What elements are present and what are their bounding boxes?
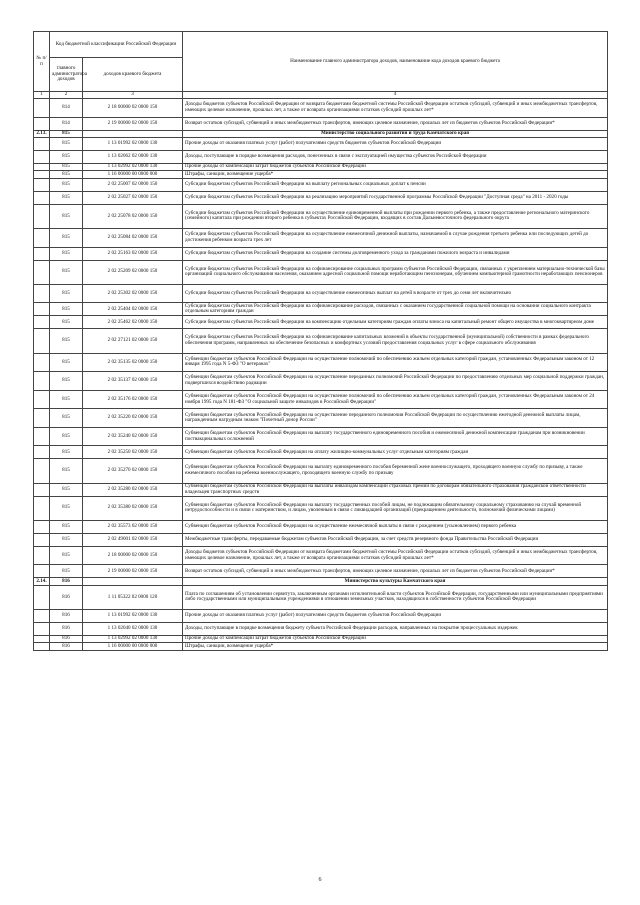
- row-number-cell: [34, 329, 50, 353]
- name-cell: Прочие доходы от оказания платных услуг (работ) получателями средств бюджетов субъектов Российской Федерации: [183, 610, 608, 623]
- admin-code-cell: 815: [50, 150, 83, 163]
- admin-code-cell: 815: [50, 565, 83, 578]
- admin-code-cell: 815: [50, 496, 83, 520]
- row-number-cell: 2.13.: [34, 130, 50, 137]
- row-number-cell: [34, 178, 50, 191]
- admin-code-cell: 815: [50, 329, 83, 353]
- admin-code-cell: 815: [50, 520, 83, 533]
- table-row: [34, 137, 608, 150]
- header-admin: главного администратора доходов: [50, 58, 83, 92]
- admin-code-cell: 815: [50, 130, 83, 137]
- row-number-cell: [34, 228, 50, 247]
- name-cell: Министерство социального развития и труда Камчатского края: [183, 130, 608, 137]
- name-cell: Субвенции бюджетам субъектов Российской Федерации на осуществление полномочий по обеспечению жильем отдельных категорий граждан, установленных Федеральным законом от 24 ноября 1995 года N 181-ФЗ "О социальной защите инвалидов в Российской Федерации": [183, 390, 608, 409]
- income-code-cell: 1 13 02992 02 0000 130: [83, 636, 183, 643]
- table-row: [34, 643, 608, 650]
- table-row: [34, 390, 608, 409]
- name-cell: Штрафы, санкции, возмещение ущерба*: [183, 643, 608, 650]
- row-number-cell: [34, 585, 50, 609]
- income-code-cell: 2 02 25302 02 0000 150: [83, 284, 183, 303]
- row-number-cell: [34, 372, 50, 391]
- income-code-cell: 1 13 01992 02 0000 130: [83, 137, 183, 150]
- name-cell: Возврат остатков субсидий, субвенций и иных межбюджетных трансфертов, имеющих целевое назначение, прошлых лет из бюджетов субъектов Российской Федерации*: [183, 117, 608, 130]
- admin-code-cell: 815: [50, 483, 83, 496]
- admin-code-cell: 816: [50, 643, 83, 650]
- table-row: [34, 303, 608, 316]
- income-code-cell: 2 19 00000 02 0000 150: [83, 117, 183, 130]
- row-number-cell: [34, 636, 50, 643]
- table-row: [34, 427, 608, 446]
- income-code-cell: 2 02 35240 02 0000 150: [83, 427, 183, 446]
- row-number-cell: [34, 520, 50, 533]
- row-number-cell: [34, 353, 50, 372]
- header-name: Наименование главного администратора доходов, наименование кода доходов краевого бюджета: [183, 32, 608, 92]
- row-number-cell: [34, 316, 50, 329]
- name-cell: Субсидии бюджетам субъектов Российской Федерации на осуществление ежемесячной денежной выплаты, назначаемой в случае рождения третьего ребенка или последующих детей до достижения ребенком возраста трех лет: [183, 228, 608, 247]
- admin-code-cell: 815: [50, 533, 83, 546]
- name-cell: Субвенции бюджетам субъектов Российской Федерации на выплаты инвалидам компенсаций страховых премий по договорам обязательного страхования гражданской ответственности владельцев транспортных средств: [183, 483, 608, 496]
- income-code-cell: 2 02 35176 02 0000 150: [83, 390, 183, 409]
- table-row: [34, 171, 608, 178]
- name-cell: Доходы, поступающие в порядке возмещения бюджету субъекта Российской Федерации расходов, направленных на покрытие процессуальных издержек: [183, 623, 608, 636]
- income-code-cell: 2 02 35220 02 0000 150: [83, 409, 183, 428]
- admin-code-cell: 816: [50, 623, 83, 636]
- row-number-cell: [34, 163, 50, 170]
- table-row: [34, 409, 608, 428]
- income-code-cell: 2 18 00000 02 0000 150: [83, 99, 183, 118]
- income-code-cell: 2 02 25084 02 0000 150: [83, 228, 183, 247]
- income-code-cell: 2 02 25163 02 0000 150: [83, 247, 183, 260]
- name-cell: Субвенции бюджетам субъектов Российской Федерации на осуществление переданных полномочий Российской Федерации по предоставлению отдельных мер социальной поддержки граждан, подвергшихся воздействию радиации: [183, 372, 608, 391]
- admin-code-cell: 816: [50, 585, 83, 609]
- header-budget-classification: Код бюджетной классификации Российской Федерации: [50, 32, 183, 58]
- name-cell: Доходы бюджетов субъектов Российской Федерации от возврата бюджетами бюджетной системы Российской Федерации остатков субсидий, субвенций и иных межбюджетных трансфертов, имеющих целевое назначение, прошлых лет, а также от возврата организациями остатков субсидий прошлых лет*: [183, 546, 608, 565]
- table-row: [34, 446, 608, 459]
- admin-code-cell: 815: [50, 178, 83, 191]
- table-row: [34, 178, 608, 191]
- section-row: [34, 578, 608, 585]
- income-code-cell: 1 16 00000 00 0000 000: [83, 171, 183, 178]
- name-cell: Плата по соглашениям об установлении сервитута, заключенным органами исполнительной власти субъектов Российской Федерации, государственными или муниципальными предприятиями либо государственными или муниципальными учреждениями в отношении земельных участков, находящихся в собственности субъектов Российской Федерации: [183, 585, 608, 609]
- name-cell: Субсидии бюджетам субъектов Российской Федерации на компенсацию отдельным категориям граждан оплаты взноса на капитальный ремонт общего имущества в многоквартирном доме: [183, 316, 608, 329]
- table-row: [34, 623, 608, 636]
- table-row: [34, 284, 608, 303]
- table-row: [34, 610, 608, 623]
- income-code-cell: 1 13 02992 02 0000 130: [83, 163, 183, 170]
- table-header-row-1: [34, 32, 608, 58]
- name-cell: Субсидии бюджетам субъектов Российской Федерации на софинансирование капитальных вложений в объекты государственной (муниципальной) собственности в рамках федерального обеспечения программ, направленных на обеспечение безопасных и комфортных условий предоставления социальных услуг в сфере социального обслуживания: [183, 329, 608, 353]
- name-cell: Прочие доходы от компенсации затрат бюджетов субъектов Российской Федерации: [183, 636, 608, 643]
- table-row: [34, 546, 608, 565]
- table-row: [34, 533, 608, 546]
- admin-code-cell: 815: [50, 372, 83, 391]
- admin-code-cell: 815: [50, 303, 83, 316]
- admin-code-cell: 815: [50, 459, 83, 483]
- admin-code-cell: 816: [50, 610, 83, 623]
- name-cell: Доходы, поступающие в порядке возмещения расходов, понесенных в связи с эксплуатацией имущества субъектов Российской Федерации: [183, 150, 608, 163]
- admin-code-cell: 815: [50, 427, 83, 446]
- column-number: 2: [50, 92, 83, 99]
- admin-code-cell: 815: [50, 228, 83, 247]
- admin-code-cell: 814: [50, 117, 83, 130]
- row-number-cell: [34, 483, 50, 496]
- row-number-cell: [34, 99, 50, 118]
- name-cell: Прочие доходы от оказания платных услуг (работ) получателями средств бюджетов субъектов Российской Федерации: [183, 137, 608, 150]
- admin-code-cell: 815: [50, 316, 83, 329]
- income-code-cell: 1 11 05322 02 0000 120: [83, 585, 183, 609]
- row-number-cell: [34, 623, 50, 636]
- admin-code-cell: 815: [50, 191, 83, 204]
- column-number: 1: [34, 92, 50, 99]
- column-number-row: [34, 92, 608, 99]
- name-cell: Возврат остатков субсидий, субвенций и иных межбюджетных трансфертов, имеющих целевое назначение, прошлых лет из бюджетов субъектов Российской Федерации*: [183, 565, 608, 578]
- table-row: [34, 117, 608, 130]
- income-code-cell: 2 02 35135 02 0000 150: [83, 353, 183, 372]
- admin-code-cell: 815: [50, 137, 83, 150]
- page-number: 6: [318, 877, 322, 883]
- admin-code-cell: 815: [50, 163, 83, 170]
- column-number: 3: [83, 92, 183, 99]
- table-row: [34, 329, 608, 353]
- name-cell: Субсидии бюджетам субъектов Российской Федерации на реализацию мероприятий государственной программы Российской Федерации "Доступная среда" на 2011 - 2020 годы: [183, 191, 608, 204]
- table-row: [34, 260, 608, 284]
- income-code-cell: 1 13 01992 02 0000 130: [83, 610, 183, 623]
- income-code-cell: 2 02 35573 02 0000 150: [83, 520, 183, 533]
- name-cell: Субсидии бюджетам субъектов Российской Федерации на осуществление ежемесячных выплат на детей в возрасте от трех до семи лет включительно: [183, 284, 608, 303]
- income-code-cell: 2 02 25462 02 0000 150: [83, 316, 183, 329]
- row-number-cell: [34, 284, 50, 303]
- document-page: [33, 31, 607, 651]
- income-code-cell: 2 02 25007 02 0000 150: [83, 178, 183, 191]
- row-number-cell: [34, 459, 50, 483]
- header-no: № п/п: [34, 32, 50, 92]
- name-cell: Субвенции бюджетам субъектов Российской Федерации на выплату государственного единовременного пособия и ежемесячной денежной компенсации гражданам при возникновении поствакцинальных осложнений: [183, 427, 608, 446]
- table-row: [34, 565, 608, 578]
- income-code-cell: 2 02 35280 02 0000 150: [83, 483, 183, 496]
- table-row: [34, 459, 608, 483]
- admin-code-cell: 815: [50, 546, 83, 565]
- income-code-cell: 2 02 25209 02 0000 150: [83, 260, 183, 284]
- table-row: [34, 353, 608, 372]
- income-code-cell: 1 13 02040 02 0000 130: [83, 623, 183, 636]
- row-number-cell: [34, 496, 50, 520]
- table-row: [34, 150, 608, 163]
- table-row: [34, 316, 608, 329]
- table-row: [34, 191, 608, 204]
- income-code-cell: 2 02 35137 02 0000 150: [83, 372, 183, 391]
- name-cell: Субсидии бюджетам субъектов Российской Федерации на осуществление единовременной выплаты при рождении первого ребенка, а также предоставление регионального материнского (семейного) капитала при рождении второго ребенка в субъектах Российской Федерации, входящих в состав Дальневосточного федерального округа: [183, 204, 608, 228]
- admin-code-cell: 815: [50, 171, 83, 178]
- income-code-cell: 1 16 00000 00 0000 000: [83, 643, 183, 650]
- name-cell: Субсидии бюджетам субъектов Российской Федерации на софинансирование расходов, связанных с оказанием государственной социальной помощи на основании социального контракта отдельным категориям граждан: [183, 303, 608, 316]
- income-code-cell: 2 02 25078 02 0000 150: [83, 204, 183, 228]
- row-number-cell: [34, 533, 50, 546]
- row-number-cell: [34, 247, 50, 260]
- row-number-cell: [34, 446, 50, 459]
- income-code-cell: 1 13 02062 02 0000 130: [83, 150, 183, 163]
- admin-code-cell: 815: [50, 390, 83, 409]
- name-cell: Субвенции бюджетам субъектов Российской Федерации на оплату жилищно-коммунальных услуг отдельным категориям граждан: [183, 446, 608, 459]
- row-number-cell: [34, 117, 50, 130]
- admin-code-cell: 815: [50, 247, 83, 260]
- income-code-cell: 2 02 49001 02 0000 150: [83, 533, 183, 546]
- income-code-cell: 2 02 35380 02 0000 150: [83, 496, 183, 520]
- row-number-cell: [34, 643, 50, 650]
- table-row: [34, 585, 608, 609]
- name-cell: Субвенции бюджетам субъектов Российской Федерации на выплату государственных пособий лицам, не подлежащим обязательному социальному страхованию на случай временной нетрудоспособности и в связи с материнством, и лицам, уволенным в связи с ликвидацией организаций (прекращением деятельности, полномочий физическими лицами): [183, 496, 608, 520]
- name-cell: Субсидии бюджетам субъектов Российской Федерации на выплату региональных социальных доплат к пенсии: [183, 178, 608, 191]
- row-number-cell: [34, 565, 50, 578]
- column-number: 4: [183, 92, 608, 99]
- income-code-cell: 2 02 25404 02 0000 150: [83, 303, 183, 316]
- section-row: [34, 130, 608, 137]
- name-cell: Субсидии бюджетам субъектов Российской Федерации на создание системы долговременного ухода за гражданами пожилого возраста и инвалидами: [183, 247, 608, 260]
- row-number-cell: [34, 204, 50, 228]
- table-row: [34, 372, 608, 391]
- row-number-cell: [34, 260, 50, 284]
- name-cell: Штрафы, санкции, возмещение ущерба*: [183, 171, 608, 178]
- name-cell: Субвенции бюджетам субъектов Российской Федерации на осуществление полномочий по обеспечению жильем отдельных категорий граждан, установленных Федеральным законом от 12 января 1995 года N 5-ФЗ "О ветеранах": [183, 353, 608, 372]
- table-row: [34, 496, 608, 520]
- table-row: [34, 247, 608, 260]
- name-cell: Доходы бюджетов субъектов Российской Федерации от возврата бюджетами бюджетной системы Российской Федерации остатков субсидий, субвенций и иных межбюджетных трансфертов, имеющих целевое назначение, прошлых лет, а также от возврата организациями остатков субсидий прошлых лет*: [183, 99, 608, 118]
- admin-code-cell: 815: [50, 260, 83, 284]
- table-row: [34, 204, 608, 228]
- name-cell: Министерство культуры Камчатского края: [183, 578, 608, 585]
- income-code-cell: 2 02 25027 02 0000 150: [83, 191, 183, 204]
- income-code-cell: 2 02 35250 02 0000 150: [83, 446, 183, 459]
- admin-code-cell: 815: [50, 446, 83, 459]
- admin-code-cell: 815: [50, 409, 83, 428]
- admin-code-cell: 814: [50, 99, 83, 118]
- admin-code-cell: 816: [50, 578, 83, 585]
- income-code-cell: 2 18 00000 02 0000 150: [83, 546, 183, 565]
- row-number-cell: [34, 150, 50, 163]
- name-cell: Субсидии бюджетам субъектов Российской Федерации на софинансирование социальных программ субъектов Российской Федерации, связанных с укреплением материально-технической базы организаций социального обслуживания населения, оказанием адресной социальной помощи неработающим пенсионерам, обучением компьютерной грамотности неработающих пенсионеров: [183, 260, 608, 284]
- income-code-cell: [83, 578, 183, 585]
- income-code-cell: 2 02 35270 02 0000 150: [83, 459, 183, 483]
- name-cell: Прочие доходы от компенсации затрат бюджетов субъектов Российской Федерации: [183, 163, 608, 170]
- name-cell: Субвенции бюджетам субъектов Российской Федерации на осуществление переданного полномочия Российской Федерации по осуществлению ежегодной денежной выплаты лицам, награжденным нагрудным знаком "Почетный донор России": [183, 409, 608, 428]
- table-row: [34, 228, 608, 247]
- income-code-cell: 2 02 27121 02 0000 150: [83, 329, 183, 353]
- row-number-cell: [34, 610, 50, 623]
- admin-code-cell: 815: [50, 204, 83, 228]
- admin-code-cell: 816: [50, 636, 83, 643]
- revenue-code-table: [33, 31, 608, 651]
- name-cell: Субвенции бюджетам субъектов Российской Федерации на выплату единовременного пособия беременной жене военнослужащего, проходящего военную службу по призыву, а также ежемесячного пособия на ребенка военнослужащего, проходящего военную службу по призыву: [183, 459, 608, 483]
- name-cell: Межбюджетные трансферты, передаваемые бюджетам субъектов Российской Федерации, за счет средств резервного фонда Правительства Российской Федерации: [183, 533, 608, 546]
- row-number-cell: [34, 390, 50, 409]
- row-number-cell: [34, 409, 50, 428]
- row-number-cell: [34, 137, 50, 150]
- income-code-cell: 2 19 00000 02 0000 150: [83, 565, 183, 578]
- admin-code-cell: 815: [50, 284, 83, 303]
- row-number-cell: [34, 546, 50, 565]
- name-cell: Субвенции бюджетам субъектов Российской Федерации на осуществление ежемесячной выплаты в связи с рождением (усыновлением) первого ребенка: [183, 520, 608, 533]
- admin-code-cell: 815: [50, 353, 83, 372]
- table-row: [34, 520, 608, 533]
- income-code-cell: [83, 130, 183, 137]
- table-row: [34, 99, 608, 118]
- row-number-cell: [34, 427, 50, 446]
- table-row: [34, 163, 608, 170]
- row-number-cell: [34, 171, 50, 178]
- row-number-cell: [34, 191, 50, 204]
- row-number-cell: [34, 303, 50, 316]
- row-number-cell: 2.14.: [34, 578, 50, 585]
- table-row: [34, 636, 608, 643]
- header-income: доходов краевого бюджета: [83, 58, 183, 92]
- table-row: [34, 483, 608, 496]
